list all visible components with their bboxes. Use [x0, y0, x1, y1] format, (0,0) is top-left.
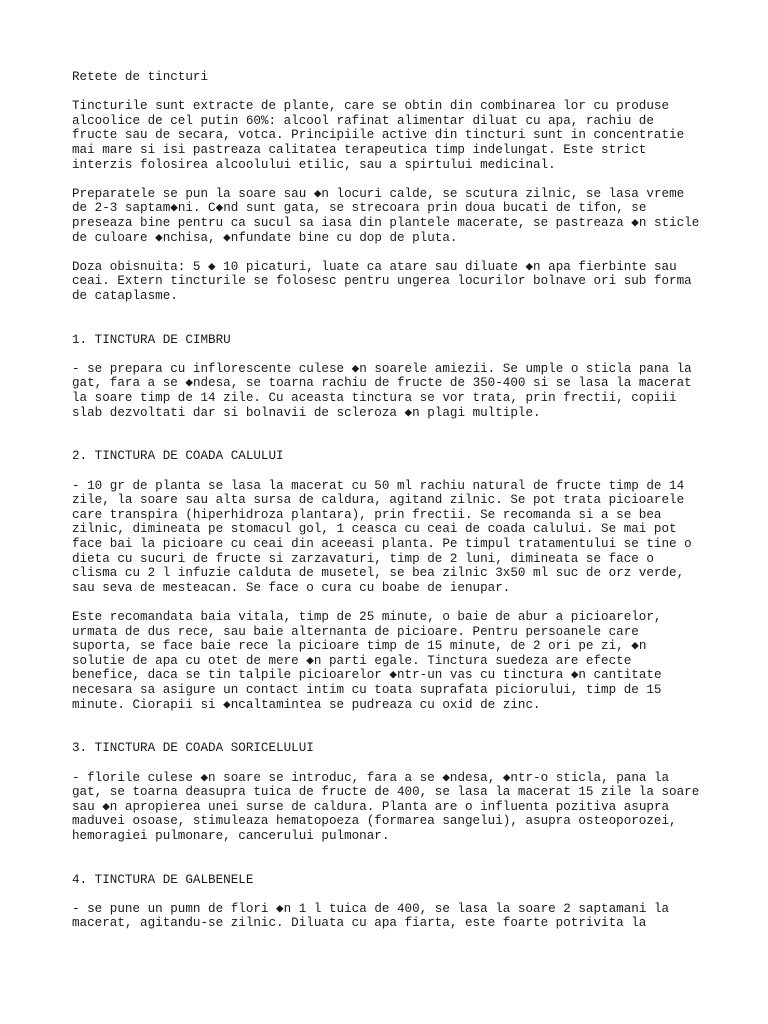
intro-paragraph-3: Doza obisnuita: 5 ◆ 10 picaturi, luate ca atare sau diluate ◆n apa fierbinte sau ceai. Extern tincturile se folosesc pentru ungerea locurilor bolnave ori sub forma de cataplasme. — [72, 259, 692, 303]
section-paragraph-coada-calului-2: Este recomandata baia vitala, timp de 25 minute, o baie de abur a picioarelor, urmata de dus rece, sau baie alternanta de picioare. Pentru persoanele care suporta, se face baie rece la picioare timp de 15 minute, de 2 ori pe zi, ◆n solutie de apa cu otet de mere ◆n parti egale. Tinctura suedeza are efecte benefice, daca se tin talpile picioarelor ◆ntr-un vas cu tinctura ◆n cantitate necesara sa asigure un contact intim cu toata suprafata piciorului, timp de 15 minute. Ciorapii si ◆ncaltamintea se pudreaza cu oxid de zinc. — [72, 609, 662, 712]
section-heading-coada-soricelului: 3. TINCTURA DE COADA SORICELULUI — [72, 741, 314, 756]
section-paragraph-coada-calului-1: - 10 gr de planta se lasa la macerat cu 50 ml rachiu natural de fructe timp de 14 zile, la soare sau alta sursa de caldura, agitand zilnic. Se pot trata picioarele care transpira (hiperhidroza plantara), prin frectii. Se recomanda si a se bea zilnic, dimineata pe stomacul gol, 1 ceasca cu ceai de coada calului. Se mai pot face bai la picioare cu ceai din aceeasi planta. Pe timpul tratamentului se tine o dieta cu sucuri de fructe si zarzavaturi, timp de 2 luni, dimineata se face o clisma cu 2 l infuzie calduta de musetel, se bea zilnic 3x50 ml suc de orz verde, sau seva de mesteacan. Se face o cura cu boabe de ienupar. — [72, 478, 692, 595]
section-paragraph-coada-soricelului: - florile culese ◆n soare se introduc, fara a se ◆ndesa, ◆ntr-o sticla, pana la gat, se toarna deasupra tuica de fructe de 400, se lasa la macerat 15 zile la soare sau ◆n apropierea unei surse de caldura. Planta are o influenta pozitiva asupra maduvei osoase, stimuleaza hematopoeza (formarea sangelui), asupra osteoporozei, hemoragiei pulmonare, cancerului pulmonar. — [72, 770, 700, 843]
intro-paragraph-1: Tincturile sunt extracte de plante, care se obtin din combinarea lor cu produse alcoolice de cel putin 60%: alcool rafinat alimentar diluat cu apa, rachiu de fructe sau de secara, votca. Principiile active din tincturi sunt in concentratie mai mare si isi pastreaza calitatea terapeutica timp indelungat. Este strict interzis folosirea alcoolului etilic, sau a spirtului medicinal. — [72, 99, 685, 172]
section-heading-coada-calului: 2. TINCTURA DE COADA CALULUI — [72, 449, 284, 464]
section-paragraph-cimbru: - se prepara cu inflorescente culese ◆n soarele amiezii. Se umple o sticla pana la gat, fara a se ◆ndesa, se toarna rachiu de fructe de 350-400 si se lasa la macerat la soare timp de 14 zile. Cu aceasta tinctura se vor trata, prin frectii, copiii slab dezvoltati dar si bolnavii de scleroza ◆n plagi multiple. — [72, 361, 692, 420]
section-paragraph-galbenele: - se pune un pumn de flori ◆n 1 l tuica de 400, se lasa la soare 2 saptamani la macerat, agitandu-se zilnic. Diluata cu apa fiarta, este foarte potrivita la — [72, 901, 670, 931]
intro-paragraph-2: Preparatele se pun la soare sau ◆n locuri calde, se scutura zilnic, se lasa vreme de 2-3 saptam◆ni. C◆nd sunt gata, se strecoara prin doua bucati de tifon, se preseaza bine pentru ca sucul sa iasa din plantele macerate, se pastreaza ◆n sticle de culoare ◆nchisa, ◆nfundate bine cu dop de pluta. — [72, 186, 700, 245]
document-page — [72, 70, 712, 931]
section-heading-cimbru: 1. TINCTURA DE CIMBRU — [72, 332, 231, 347]
section-heading-galbenele: 4. TINCTURA DE GALBENELE — [72, 872, 254, 887]
document-title: Retete de tincturi — [72, 70, 209, 84]
